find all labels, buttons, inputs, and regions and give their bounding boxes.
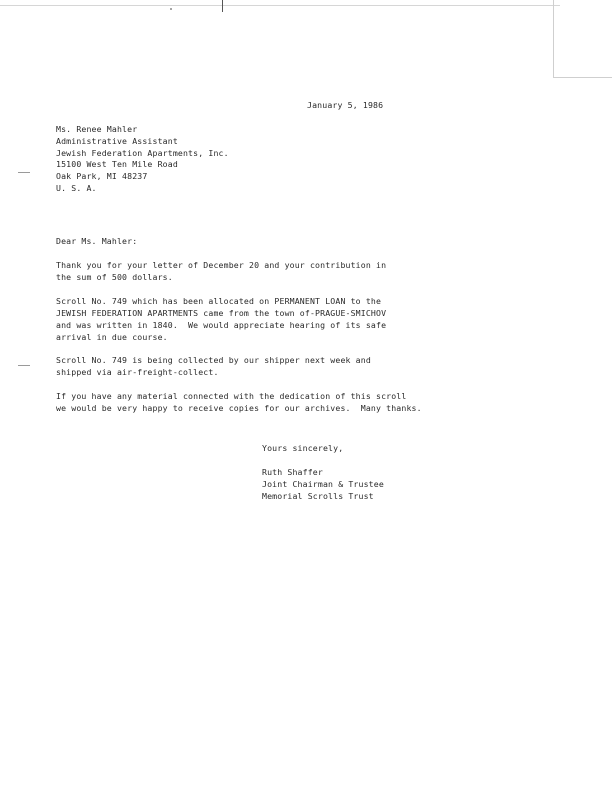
signatory-organization: Memorial Scrolls Trust [262, 491, 374, 501]
closing: Yours sincerely, [262, 443, 344, 453]
paragraph-line: Scroll No. 749 which has been allocated on PERMANENT LOAN to the [56, 296, 382, 306]
paragraph-line: shipped via air-freight-collect. [56, 367, 219, 377]
paragraph-line: we would be very happy to receive copies for our archives. Many thanks. [56, 403, 422, 413]
scan-edge-corner [553, 77, 612, 78]
margin-mark [18, 172, 30, 173]
recipient-street: 15100 West Ten Mile Road [56, 159, 178, 169]
margin-mark [18, 365, 30, 366]
signatory-name: Ruth Shaffer [262, 467, 323, 477]
salutation: Dear Ms. Mahler: [56, 236, 138, 246]
recipient-organization: Jewish Federation Apartments, Inc. [56, 148, 229, 158]
scan-speck [170, 8, 172, 10]
signatory-title: Joint Chairman & Trustee [262, 479, 384, 489]
paragraph-line: If you have any material connected with the dedication of this scroll [56, 391, 407, 401]
scan-edge-right [553, 0, 554, 78]
recipient-title: Administrative Assistant [56, 136, 178, 146]
paragraph-line: the sum of 500 dollars. [56, 272, 173, 282]
letter-date: January 5, 1986 [307, 100, 384, 110]
recipient-country: U. S. A. [56, 183, 97, 193]
paragraph-line: and was written in 1840. We would appreciate hearing of its safe [56, 320, 387, 330]
scan-edge-tick [222, 0, 223, 12]
recipient-name: Ms. Renee Mahler [56, 124, 138, 134]
paragraph-line: Thank you for your letter of December 20 and your contribution in [56, 260, 387, 270]
paragraph-line: JEWISH FEDERATION APARTMENTS came from the town of-PRAGUE-SMICHOV [56, 308, 387, 318]
recipient-city: Oak Park, MI 48237 [56, 171, 148, 181]
scan-edge-top [0, 0, 560, 6]
paragraph-line: Scroll No. 749 is being collected by our shipper next week and [56, 355, 371, 365]
paragraph-line: arrival in due course. [56, 332, 168, 342]
